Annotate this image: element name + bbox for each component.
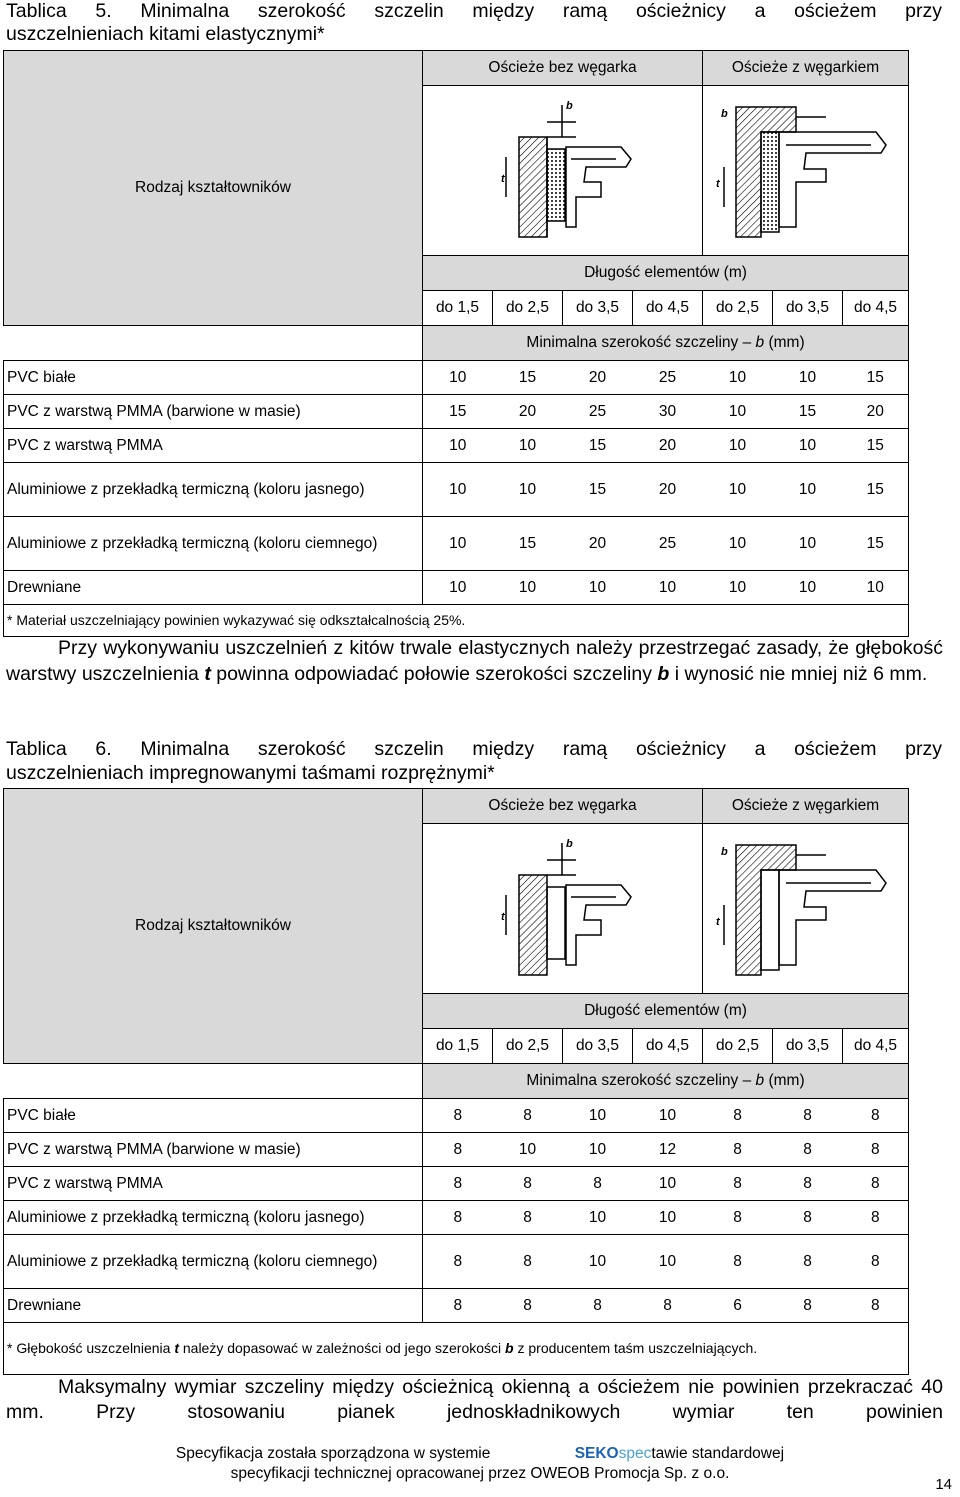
table5-row-type-header: Rodzaj kształtowników — [4, 51, 423, 326]
table-row — [4, 395, 909, 429]
value-cell: 10 — [493, 463, 563, 517]
value-cell: 8 — [703, 1133, 773, 1167]
value-cell: 15 — [563, 429, 633, 463]
table5-diagram-no-rebate — [423, 86, 703, 256]
row-label: Aluminiowe z przekładką termiczną (koloru ciemnego) — [4, 1235, 423, 1289]
table5-footnote: * Materiał uszczelniający powinien wykazywać się odkształcalnością 25%. — [4, 605, 909, 637]
table-row — [4, 463, 909, 517]
value-cell: 15 — [423, 395, 493, 429]
value-cell: 25 — [633, 517, 703, 571]
table5-caption-line2: uszczelnieniach kitami elastycznymi* — [6, 23, 325, 45]
table5-min-width-header: Minimalna szerokość szczeliny – b (mm) — [423, 326, 909, 361]
value-cell: 8 — [423, 1099, 493, 1133]
value-cell: 10 — [493, 1133, 563, 1167]
value-cell: 20 — [493, 395, 563, 429]
length-cell: do 2,5 — [493, 291, 563, 326]
value-cell: 10 — [423, 429, 493, 463]
length-cell: do 2,5 — [703, 1029, 773, 1064]
table6-footnote: * Głębokość uszczelnienia t należy dopasować w zależności od jego szerokości b z producentem taśm uszczelniających. — [4, 1323, 909, 1375]
value-cell: 8 — [773, 1201, 843, 1235]
table-row — [4, 517, 909, 571]
length-cell: do 2,5 — [493, 1029, 563, 1064]
length-cell: do 4,5 — [843, 1029, 909, 1064]
value-cell: 8 — [563, 1167, 633, 1201]
value-cell: 10 — [633, 1235, 703, 1289]
value-cell: 10 — [773, 463, 843, 517]
length-cell: do 3,5 — [773, 291, 843, 326]
value-cell: 8 — [843, 1167, 909, 1201]
value-cell: 8 — [423, 1201, 493, 1235]
value-cell: 8 — [493, 1235, 563, 1289]
diagram-b-label: b — [566, 837, 573, 850]
value-cell: 10 — [703, 463, 773, 517]
value-cell: 10 — [633, 1099, 703, 1133]
value-cell: 25 — [563, 395, 633, 429]
row-label: Aluminiowe z przekładką termiczną (koloru jasnego) — [4, 1201, 423, 1235]
diagram-b-label: b — [566, 99, 573, 112]
value-cell: 8 — [563, 1289, 633, 1323]
window-frame-without-rebate-tape-diagram — [426, 825, 696, 993]
table5 — [3, 50, 909, 637]
value-cell: 10 — [633, 571, 703, 605]
value-cell: 8 — [423, 1133, 493, 1167]
table6-caption-line2: uszczelnieniach impregnowanymi taśmami rozprężnymi* — [6, 762, 495, 784]
table5-length-header: Długość elementów (m) — [423, 256, 909, 291]
table6-caption-line1: Tablica 6. Minimalna szerokość szczelin między ramą ościeżnicy a ościeżem przy — [6, 738, 942, 760]
value-cell: 15 — [493, 361, 563, 395]
value-cell: 20 — [633, 429, 703, 463]
value-cell: 10 — [563, 1235, 633, 1289]
value-cell: 8 — [703, 1201, 773, 1235]
seko-logo: SEKOspec — [574, 1445, 652, 1462]
value-cell: 10 — [703, 395, 773, 429]
footer-line2: specyfikacji technicznej opracowanej przez OWEOB Promocja Sp. z o.o. — [230, 1465, 730, 1482]
value-cell: 10 — [563, 1201, 633, 1235]
row-label: PVC z warstwą PMMA (barwione w masie) — [4, 395, 423, 429]
row-label: Aluminiowe z przekładką termiczną (koloru jasnego) — [4, 463, 423, 517]
length-cell: do 3,5 — [563, 291, 633, 326]
value-cell: 20 — [563, 361, 633, 395]
row-label: Drewniane — [4, 1289, 423, 1323]
value-cell: 10 — [563, 1099, 633, 1133]
value-cell: 10 — [773, 361, 843, 395]
length-cell: do 1,5 — [423, 1029, 493, 1064]
length-cell: do 2,5 — [703, 291, 773, 326]
paragraph-sealant-depth: Przy wykonywaniu uszczelnień z kitów trwale elastycznych należy przestrzegać zasady, że głębokość warstwy uszczelnienia t powinna odpowiadać połowie szerokości szczeliny b i wynosić nie mniej niż 6 mm. — [6, 637, 943, 685]
value-cell: 10 — [493, 571, 563, 605]
value-cell: 10 — [493, 429, 563, 463]
length-cell: do 4,5 — [633, 1029, 703, 1064]
value-cell: 8 — [773, 1289, 843, 1323]
table-row — [4, 1099, 909, 1133]
value-cell: 8 — [773, 1167, 843, 1201]
value-cell: 8 — [703, 1099, 773, 1133]
table-row — [4, 1133, 909, 1167]
row-label: PVC białe — [4, 361, 423, 395]
value-cell: 20 — [563, 517, 633, 571]
length-cell: do 4,5 — [633, 291, 703, 326]
table-row — [4, 1289, 909, 1323]
diagram-t-label: t — [501, 910, 505, 923]
value-cell: 10 — [843, 571, 909, 605]
value-cell: 8 — [843, 1099, 909, 1133]
footer-line1: Specyfikacja została sporządzona w systemie SEKOspectawie standardowej — [175, 1445, 785, 1462]
value-cell: 10 — [773, 429, 843, 463]
diagram-t-label: t — [716, 915, 720, 928]
value-cell: 8 — [703, 1235, 773, 1289]
value-cell: 8 — [703, 1167, 773, 1201]
value-cell: 10 — [563, 571, 633, 605]
value-cell: 10 — [423, 463, 493, 517]
value-cell: 8 — [843, 1133, 909, 1167]
table6 — [3, 788, 909, 1375]
row-label: PVC białe — [4, 1099, 423, 1133]
value-cell: 8 — [423, 1235, 493, 1289]
value-cell: 20 — [633, 463, 703, 517]
value-cell: 30 — [633, 395, 703, 429]
value-cell: 8 — [493, 1167, 563, 1201]
table-row — [4, 571, 909, 605]
value-cell: 8 — [493, 1201, 563, 1235]
length-cell: do 3,5 — [773, 1029, 843, 1064]
value-cell: 15 — [493, 517, 563, 571]
value-cell: 10 — [423, 517, 493, 571]
value-cell: 8 — [843, 1289, 909, 1323]
length-cell: do 1,5 — [423, 291, 493, 326]
diagram-b-label: b — [721, 845, 728, 858]
value-cell: 8 — [423, 1167, 493, 1201]
value-cell: 10 — [703, 361, 773, 395]
value-cell: 25 — [633, 361, 703, 395]
table5-diagram-with-rebate — [703, 86, 909, 256]
value-cell: 6 — [703, 1289, 773, 1323]
window-frame-with-rebate-diagram — [706, 87, 911, 255]
value-cell: 8 — [773, 1133, 843, 1167]
row-label: PVC z warstwą PMMA — [4, 1167, 423, 1201]
value-cell: 8 — [773, 1099, 843, 1133]
value-cell: 8 — [633, 1289, 703, 1323]
value-cell: 10 — [773, 517, 843, 571]
value-cell: 15 — [563, 463, 633, 517]
row-label: Drewniane — [4, 571, 423, 605]
value-cell: 10 — [423, 571, 493, 605]
table5-col-with-rebate: Ościeże z węgarkiem — [703, 51, 909, 86]
page-number: 14 — [935, 1476, 952, 1493]
window-frame-with-rebate-tape-diagram — [706, 825, 911, 993]
table-row — [4, 429, 909, 463]
value-cell: 8 — [773, 1235, 843, 1289]
length-cell: do 4,5 — [843, 291, 909, 326]
table6-length-header: Długość elementów (m) — [423, 994, 909, 1029]
value-cell: 15 — [843, 361, 909, 395]
value-cell: 15 — [843, 517, 909, 571]
table-row — [4, 361, 909, 395]
value-cell: 15 — [773, 395, 843, 429]
value-cell: 15 — [843, 463, 909, 517]
table5-col-no-rebate: Ościeże bez węgarka — [423, 51, 703, 86]
table6-row-type-header: Rodzaj kształtowników — [4, 789, 423, 1064]
value-cell: 10 — [423, 361, 493, 395]
table6-min-width-header: Minimalna szerokość szczeliny – b (mm) — [423, 1064, 909, 1099]
table-row — [4, 1167, 909, 1201]
value-cell: 15 — [843, 429, 909, 463]
paragraph-max-gap: Maksymalny wymiar szczeliny między ościeżnicą okienną a ościeżem nie powinien przekraczać 40 mm. Przy stosowaniu pianek jednoskładnikowych wymiar ten powinien — [6, 1376, 943, 1423]
value-cell: 12 — [633, 1133, 703, 1167]
value-cell: 8 — [843, 1201, 909, 1235]
value-cell: 8 — [843, 1235, 909, 1289]
value-cell: 10 — [633, 1167, 703, 1201]
value-cell: 10 — [563, 1133, 633, 1167]
table6-col-no-rebate: Ościeże bez węgarka — [423, 789, 703, 824]
value-cell: 8 — [493, 1289, 563, 1323]
table-row — [4, 1201, 909, 1235]
table6-diagram-no-rebate — [423, 824, 703, 994]
row-label: PVC z warstwą PMMA — [4, 429, 423, 463]
row-label: Aluminiowe z przekładką termiczną (koloru ciemnego) — [4, 517, 423, 571]
value-cell: 8 — [493, 1099, 563, 1133]
value-cell: 10 — [703, 517, 773, 571]
table6-col-with-rebate: Ościeże z węgarkiem — [703, 789, 909, 824]
value-cell: 10 — [773, 571, 843, 605]
value-cell: 8 — [423, 1289, 493, 1323]
table6-diagram-with-rebate — [703, 824, 909, 994]
window-frame-without-rebate-diagram — [426, 87, 696, 255]
value-cell: 20 — [843, 395, 909, 429]
value-cell: 10 — [703, 429, 773, 463]
diagram-t-label: t — [716, 177, 720, 190]
length-cell: do 3,5 — [563, 1029, 633, 1064]
value-cell: 10 — [633, 1201, 703, 1235]
diagram-b-label: b — [721, 107, 728, 120]
value-cell: 10 — [703, 571, 773, 605]
diagram-t-label: t — [501, 172, 505, 185]
table-row — [4, 1235, 909, 1289]
table5-caption-line1: Tablica 5. Minimalna szerokość szczelin między ramą ościeżnicy a ościeżem przy — [6, 0, 942, 22]
page-footer — [0, 1444, 960, 1484]
row-label: PVC z warstwą PMMA (barwione w masie) — [4, 1133, 423, 1167]
